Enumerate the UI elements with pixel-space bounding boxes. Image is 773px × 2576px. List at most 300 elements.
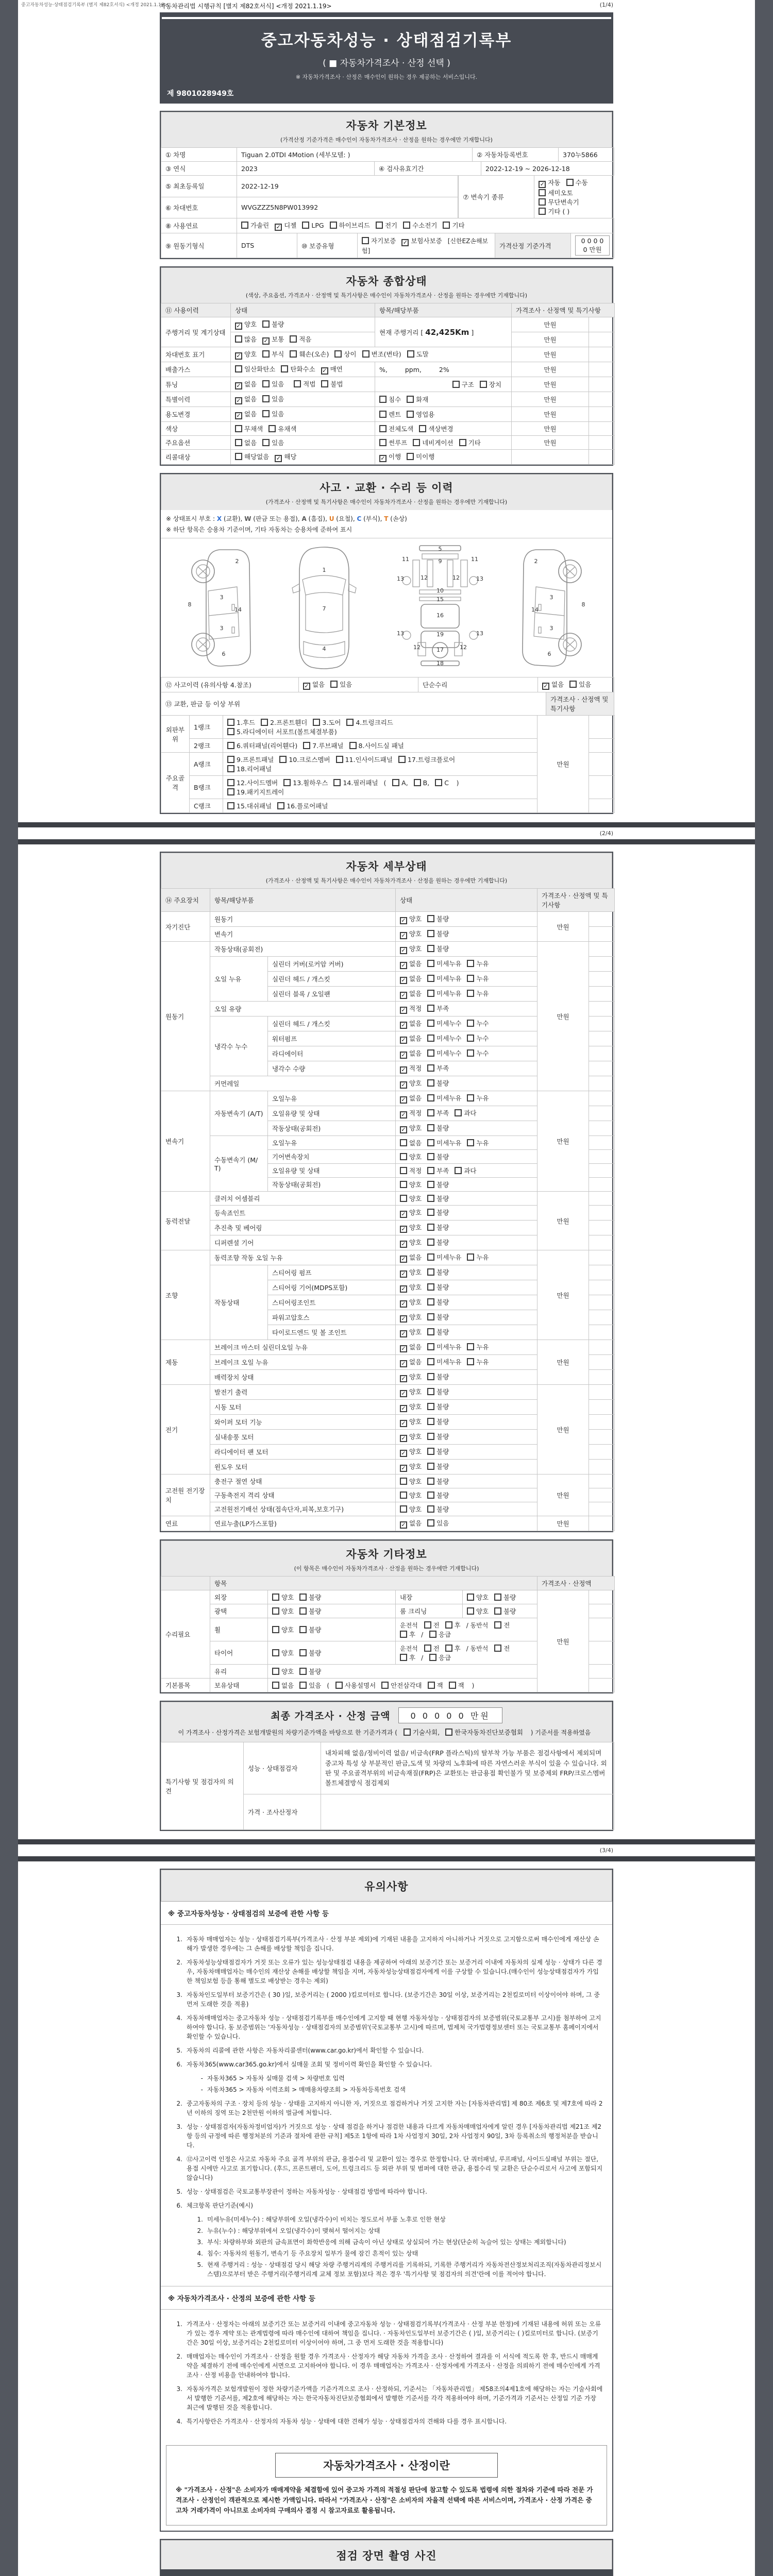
checked-box-icon (262, 337, 270, 345)
notice-item: 6. 자동차365(www.car365.go.kr)에서 실매물 조회 및 정비이력 확인을 확인할 수 있습니다. (176, 2061, 432, 2068)
opinion-label: 특기사항 및 점검자의 의견 (161, 1742, 244, 1830)
checkbox-option[interactable] (427, 1063, 449, 1073)
unchecked-box-icon (400, 1181, 407, 1188)
checkbox-option[interactable] (262, 438, 284, 447)
checkbox-option[interactable] (279, 755, 330, 764)
checkbox-option[interactable] (427, 1490, 449, 1500)
checkbox-option[interactable] (427, 1402, 449, 1411)
checkbox-option[interactable] (427, 1223, 449, 1232)
unchecked-box-icon (404, 1728, 411, 1736)
checkbox-option[interactable] (542, 680, 564, 690)
option-label: 전 (503, 1621, 510, 1629)
checkbox-option[interactable] (467, 1606, 489, 1616)
checkbox-option[interactable] (330, 221, 370, 230)
checked-box-icon (542, 683, 549, 690)
checkbox-option[interactable] (227, 755, 274, 764)
column-header: ⑭ 주요장치 (161, 889, 210, 912)
checkbox-option[interactable] (455, 1108, 476, 1117)
checkbox-option[interactable] (227, 778, 278, 787)
checkbox-option[interactable] (400, 1504, 422, 1514)
checked-box-icon (400, 992, 407, 999)
notice-header (161, 1870, 612, 1901)
document-title: 중고자동차성능 · 상태점검기록부 (261, 31, 512, 50)
checkbox-option[interactable] (299, 1625, 321, 1634)
simple-repair-label: 단순수리 (418, 677, 538, 692)
option-label: 5.라디에이터 서포트(볼트체결부품) (237, 728, 337, 736)
checkbox-option[interactable] (459, 438, 481, 447)
checkbox-option[interactable] (427, 1004, 449, 1013)
rank-label: B랭크 (190, 776, 223, 799)
option-label: 있음 (272, 380, 284, 388)
unchecked-box-icon (467, 1594, 474, 1601)
checkbox-option[interactable] (400, 1180, 422, 1189)
checkbox-option[interactable] (403, 221, 437, 230)
checkbox-option[interactable] (321, 379, 343, 388)
checkbox-option[interactable] (272, 1681, 294, 1690)
checkbox-option[interactable] (227, 801, 272, 810)
svg-text:14: 14 (234, 606, 242, 613)
item-label: 변속기 (210, 927, 396, 942)
checkbox-option[interactable] (227, 718, 255, 727)
checkbox-option[interactable] (427, 1093, 461, 1103)
checkbox-option[interactable] (379, 438, 407, 447)
checkbox-option[interactable] (407, 452, 434, 461)
checkbox-option[interactable] (283, 778, 328, 787)
checkbox-option[interactable] (400, 1402, 422, 1412)
checkbox-option[interactable] (400, 1327, 422, 1337)
checkbox-option[interactable] (392, 779, 408, 787)
checkbox-option[interactable] (413, 438, 453, 447)
checkbox-option[interactable] (435, 779, 449, 787)
checkbox-option[interactable] (275, 452, 296, 462)
checkbox-option[interactable] (262, 319, 284, 329)
remark-cell (589, 1106, 615, 1121)
checkbox-option[interactable] (235, 424, 263, 433)
checkbox-option[interactable] (427, 1208, 449, 1217)
checkbox-option[interactable] (427, 1282, 449, 1292)
remark-cell (589, 1164, 615, 1178)
checkbox-option[interactable] (334, 349, 356, 359)
checkbox-option[interactable] (262, 334, 284, 345)
checkbox-option[interactable] (427, 1372, 449, 1381)
checkbox-option[interactable] (467, 1342, 489, 1351)
checkbox-option[interactable] (427, 1048, 461, 1058)
checked-box-icon (400, 1256, 407, 1263)
checkbox-option[interactable] (299, 1648, 321, 1657)
checkbox-option[interactable] (445, 1727, 523, 1737)
checkbox-option[interactable] (261, 718, 307, 727)
checkbox-option[interactable] (303, 680, 325, 690)
other-info-header (161, 1540, 612, 1577)
rank-label: A랭크 (190, 753, 223, 776)
basic-items-options (268, 1679, 537, 1692)
checkbox-option[interactable] (400, 1093, 422, 1104)
svg-text:12: 12 (413, 644, 421, 651)
checkbox-option[interactable] (427, 1180, 449, 1189)
svg-text:17: 17 (436, 647, 444, 653)
checkbox-option[interactable] (427, 1019, 461, 1028)
checkbox-option[interactable] (235, 364, 275, 374)
checkbox-option[interactable] (424, 1620, 440, 1630)
checkbox-option[interactable] (445, 1620, 461, 1630)
checked-box-icon (400, 932, 407, 939)
option-label: 양호 (409, 1492, 422, 1499)
checkbox-option[interactable] (427, 929, 449, 938)
checkbox-option[interactable] (427, 1078, 449, 1088)
option-label: 기타 (452, 222, 465, 229)
checkbox-option[interactable] (429, 1630, 451, 1639)
checkbox-option[interactable] (427, 989, 461, 998)
checkbox-option[interactable] (427, 1327, 449, 1336)
checkbox-option[interactable] (299, 1681, 321, 1690)
checkbox-option[interactable] (414, 779, 430, 787)
checkbox-option[interactable] (401, 236, 442, 246)
checkbox-option[interactable] (419, 424, 453, 433)
checkbox-option[interactable] (227, 787, 284, 796)
checkbox-option[interactable] (336, 755, 393, 764)
checkbox-option[interactable] (452, 380, 474, 389)
checkbox-option[interactable] (313, 718, 341, 727)
option-text: 운전석 (400, 1645, 420, 1652)
checkbox-option[interactable] (262, 379, 284, 388)
checkbox-option[interactable] (400, 989, 422, 999)
checkbox-option[interactable] (539, 188, 573, 197)
checkbox-option[interactable] (427, 914, 449, 923)
checkbox-option[interactable] (427, 1152, 449, 1161)
checkbox-option[interactable] (400, 929, 422, 939)
checkbox-option[interactable] (400, 1078, 422, 1089)
checkbox-option[interactable] (400, 959, 422, 969)
checkbox-option[interactable] (400, 1417, 422, 1427)
checkbox-option[interactable] (400, 1019, 422, 1029)
checkbox-option[interactable] (400, 1004, 422, 1014)
checkbox-option[interactable] (400, 1342, 422, 1352)
checkbox-option[interactable] (333, 778, 378, 787)
checkbox-option[interactable] (379, 424, 413, 433)
checkbox-option[interactable] (407, 410, 434, 419)
item-label: 오일유량 및 상태 (268, 1164, 396, 1178)
checkbox-option[interactable] (330, 680, 352, 689)
title-block-divider (162, 17, 611, 19)
checkbox-option[interactable] (569, 680, 591, 689)
checkbox-option[interactable] (398, 755, 455, 764)
checkbox-option[interactable] (400, 1312, 422, 1323)
checkbox-option[interactable] (235, 334, 257, 344)
checkbox-option[interactable] (241, 221, 269, 230)
checkbox-option[interactable] (272, 1648, 294, 1657)
checkbox-option[interactable] (400, 1033, 422, 1044)
status-options (396, 1106, 537, 1121)
checkbox-option[interactable] (427, 1387, 449, 1396)
checkbox-option[interactable] (427, 1504, 449, 1514)
checkbox-option[interactable] (379, 395, 401, 404)
checked-box-icon (400, 947, 407, 954)
checkbox-option[interactable] (362, 349, 401, 359)
checkbox-option[interactable] (427, 1462, 449, 1471)
checkbox-option[interactable] (539, 178, 560, 188)
checkbox-option[interactable] (400, 1518, 422, 1529)
option-label: 불량 (436, 1153, 449, 1161)
remark-cell (589, 1136, 615, 1150)
checkbox-option[interactable] (427, 974, 461, 983)
checkbox-option[interactable] (379, 452, 401, 462)
checkbox-option[interactable] (400, 1152, 422, 1161)
checkbox-option[interactable] (400, 1252, 422, 1263)
checkbox-option[interactable] (494, 1606, 516, 1616)
checkbox-option[interactable] (427, 1123, 449, 1132)
color-options (231, 422, 375, 436)
checkbox-option[interactable] (400, 1238, 422, 1248)
unchecked-box-icon (427, 1181, 434, 1188)
overall-status-header (161, 267, 612, 303)
option-label: 10.크로스멤버 (289, 756, 330, 764)
checkbox-option[interactable] (321, 364, 343, 375)
checkbox-option[interactable] (539, 197, 579, 207)
color-change-options (375, 422, 512, 436)
interior-options (463, 1590, 537, 1604)
checkbox-option[interactable] (407, 395, 428, 404)
svg-text:14: 14 (531, 606, 539, 613)
checked-box-icon (400, 1390, 407, 1397)
unchecked-box-icon (427, 1035, 434, 1042)
unchecked-box-icon (427, 1239, 434, 1246)
checkbox-option[interactable] (494, 1643, 510, 1653)
checkbox-option[interactable] (400, 1653, 415, 1662)
checkbox-option[interactable] (427, 1312, 449, 1321)
checkbox-option[interactable] (400, 944, 422, 954)
checkbox-option[interactable] (262, 349, 284, 359)
remark-cell (589, 1502, 615, 1516)
checkbox-option[interactable] (427, 1138, 461, 1147)
checkbox-option[interactable] (467, 1019, 489, 1028)
option-label: 누유 (476, 1094, 489, 1102)
remark-cell (589, 1295, 615, 1310)
checkbox-option[interactable] (566, 178, 588, 187)
checkbox-option[interactable] (400, 914, 422, 924)
checkbox-option[interactable] (299, 1606, 321, 1616)
checkbox-option[interactable] (427, 1477, 449, 1486)
checkbox-option[interactable] (427, 1033, 461, 1043)
device-group-label: 전기 (161, 1385, 210, 1475)
checkbox-option[interactable] (277, 801, 328, 810)
checkbox-option[interactable] (467, 1592, 489, 1602)
checkbox-option[interactable] (427, 1297, 449, 1307)
svg-text:5: 5 (438, 546, 442, 552)
checkbox-option[interactable] (449, 1681, 464, 1690)
option-label: 없음 (312, 681, 325, 688)
device-group-label: 연료 (161, 1516, 210, 1531)
unchecked-box-icon (494, 1607, 501, 1615)
checkbox-option[interactable] (467, 1357, 489, 1366)
option-label: 매연 (330, 365, 343, 373)
checkbox-option[interactable] (455, 1166, 476, 1175)
checkbox-option[interactable] (427, 1432, 449, 1441)
checkbox-option[interactable] (235, 438, 257, 447)
checkbox-option[interactable] (404, 1727, 440, 1737)
checkbox-option[interactable] (427, 1417, 449, 1426)
checkbox-option[interactable] (427, 1166, 449, 1175)
checkbox-option[interactable] (262, 394, 284, 403)
checkbox-option[interactable] (400, 1447, 422, 1457)
checkbox-option[interactable] (281, 364, 315, 374)
checkbox-option[interactable] (427, 1108, 449, 1117)
checkbox-option[interactable] (381, 1681, 422, 1690)
checkbox-option[interactable] (303, 741, 343, 750)
option-label: 누유 (476, 1358, 489, 1366)
checkbox-option[interactable] (400, 1108, 422, 1118)
checkbox-option[interactable] (407, 349, 429, 359)
checkbox-option[interactable] (427, 944, 449, 953)
checkbox-option[interactable] (235, 394, 257, 404)
checkbox-option[interactable] (400, 1372, 422, 1382)
special-type-options (375, 392, 512, 407)
checkbox-option[interactable] (272, 1606, 294, 1616)
checkbox-option[interactable] (335, 1681, 376, 1690)
tire-options (268, 1641, 396, 1665)
option-label: 양호 (281, 1626, 294, 1634)
checkbox-option[interactable] (427, 1238, 449, 1247)
checkbox-option[interactable] (427, 1518, 449, 1528)
checkbox-option[interactable] (349, 741, 404, 750)
checkbox-option[interactable] (494, 1620, 510, 1630)
option-label: 전 (503, 1645, 510, 1652)
unchecked-box-icon (427, 1328, 434, 1335)
unchecked-box-icon (467, 1139, 474, 1146)
status-options (396, 1235, 537, 1250)
checkbox-option[interactable] (467, 1033, 489, 1043)
checkbox-option[interactable] (400, 1630, 415, 1639)
checkbox-option[interactable] (427, 1357, 461, 1366)
checkbox-option[interactable] (400, 1063, 422, 1074)
option-label: 불량 (436, 1181, 449, 1189)
checkbox-option[interactable] (400, 1357, 422, 1367)
checkbox-option[interactable] (272, 1592, 294, 1602)
checkbox-option[interactable] (227, 727, 337, 736)
checkbox-option[interactable] (262, 409, 284, 418)
checkbox-option[interactable] (275, 221, 296, 231)
checkbox-option[interactable] (235, 349, 257, 360)
unchecked-box-icon (294, 380, 301, 387)
checkbox-option[interactable] (290, 334, 311, 344)
checkbox-option[interactable] (235, 452, 269, 461)
checkbox-option[interactable] (467, 1138, 489, 1147)
detail-row (161, 1385, 615, 1400)
status-options (396, 912, 537, 927)
checkbox-option[interactable] (400, 1477, 422, 1486)
checkbox-option[interactable] (400, 1267, 422, 1278)
remark-cell (589, 1221, 615, 1235)
row-label: 튜닝 (161, 377, 231, 392)
checkbox-option[interactable] (272, 1625, 294, 1634)
checkbox-option[interactable] (235, 319, 257, 330)
checkbox-option[interactable] (400, 1048, 422, 1059)
checkbox-option[interactable] (294, 379, 315, 388)
status-options (396, 1325, 537, 1340)
unchecked-box-icon (313, 719, 320, 726)
checkbox-option[interactable] (467, 959, 489, 968)
checkbox-option[interactable] (467, 1048, 489, 1058)
checkbox-option[interactable] (427, 1194, 449, 1203)
checkbox-option[interactable] (427, 1447, 449, 1456)
checkbox-option[interactable] (467, 1252, 489, 1262)
checkbox-option[interactable] (272, 1667, 294, 1676)
checkbox-option[interactable] (400, 1194, 422, 1203)
checkbox-option[interactable] (400, 1490, 422, 1500)
checkbox-option[interactable] (400, 1208, 422, 1218)
unchecked-box-icon (290, 335, 297, 343)
checkbox-option[interactable] (427, 1252, 461, 1262)
notice-title: 유의사항 (364, 1880, 409, 1893)
checkbox-option[interactable] (376, 221, 397, 230)
checkbox-option[interactable] (299, 1592, 321, 1602)
option-label: 불량 (503, 1607, 516, 1615)
unchecked-box-icon (467, 1094, 474, 1101)
checkbox-option[interactable] (429, 1653, 451, 1662)
final-price-value: 0 0 0 0 0 만원 (398, 1707, 502, 1723)
option-label: 미세누유 (436, 990, 462, 997)
checkbox-option[interactable] (400, 1223, 422, 1233)
checkbox-option[interactable] (480, 380, 501, 389)
unchecked-box-icon (272, 1626, 279, 1633)
checkbox-option[interactable] (235, 379, 257, 389)
checkbox-option[interactable] (427, 1267, 449, 1277)
unchecked-box-icon (427, 930, 434, 937)
unchecked-box-icon (272, 1682, 279, 1689)
checkbox-option[interactable] (299, 1667, 321, 1676)
checkbox-option[interactable] (400, 974, 422, 984)
checkbox-option[interactable] (539, 207, 569, 216)
row-label: 특별이력 (161, 392, 231, 407)
price-cell: 만원 (512, 362, 589, 377)
checkbox-option[interactable] (427, 959, 461, 968)
checkbox-option[interactable] (494, 1592, 516, 1602)
checkbox-option[interactable] (379, 410, 401, 419)
checkbox-option[interactable] (467, 989, 489, 998)
accident-history-section (160, 473, 613, 814)
checkbox-option[interactable] (268, 424, 296, 433)
checkbox-option[interactable] (424, 1643, 440, 1653)
checkbox-option[interactable] (467, 1093, 489, 1103)
checkbox-option[interactable] (400, 1138, 422, 1147)
option-label: 없음 (409, 1020, 422, 1027)
checkbox-option[interactable] (400, 1123, 422, 1133)
checkbox-option[interactable] (400, 1297, 422, 1308)
field-label: ③ 연식 (161, 162, 237, 176)
checkbox-option[interactable] (467, 974, 489, 983)
checkbox-option[interactable] (235, 409, 257, 419)
checkbox-option[interactable] (428, 1681, 443, 1690)
unchecked-box-icon (334, 350, 342, 358)
checkbox-option[interactable] (400, 1387, 422, 1397)
checkbox-option[interactable] (400, 1432, 422, 1442)
checkbox-option[interactable] (346, 718, 393, 727)
checkbox-option[interactable] (227, 764, 272, 773)
checkbox-option[interactable] (443, 221, 464, 230)
checkbox-option[interactable] (400, 1166, 422, 1175)
current-mileage: 현재 주행거리 [ 42,425Km ] (375, 317, 512, 347)
checkbox-option[interactable] (445, 1643, 461, 1653)
checkbox-option[interactable] (227, 741, 297, 750)
checkbox-option[interactable] (400, 1462, 422, 1472)
item-label: 추진축 및 베어링 (210, 1221, 396, 1235)
unchecked-box-icon (235, 453, 242, 460)
checkbox-option[interactable] (427, 1342, 461, 1351)
unchecked-box-icon (262, 350, 270, 358)
checkbox-option[interactable] (302, 222, 324, 229)
checkbox-option[interactable] (400, 1282, 422, 1293)
checkbox-option[interactable] (362, 236, 396, 245)
checkbox-option[interactable] (290, 349, 329, 359)
